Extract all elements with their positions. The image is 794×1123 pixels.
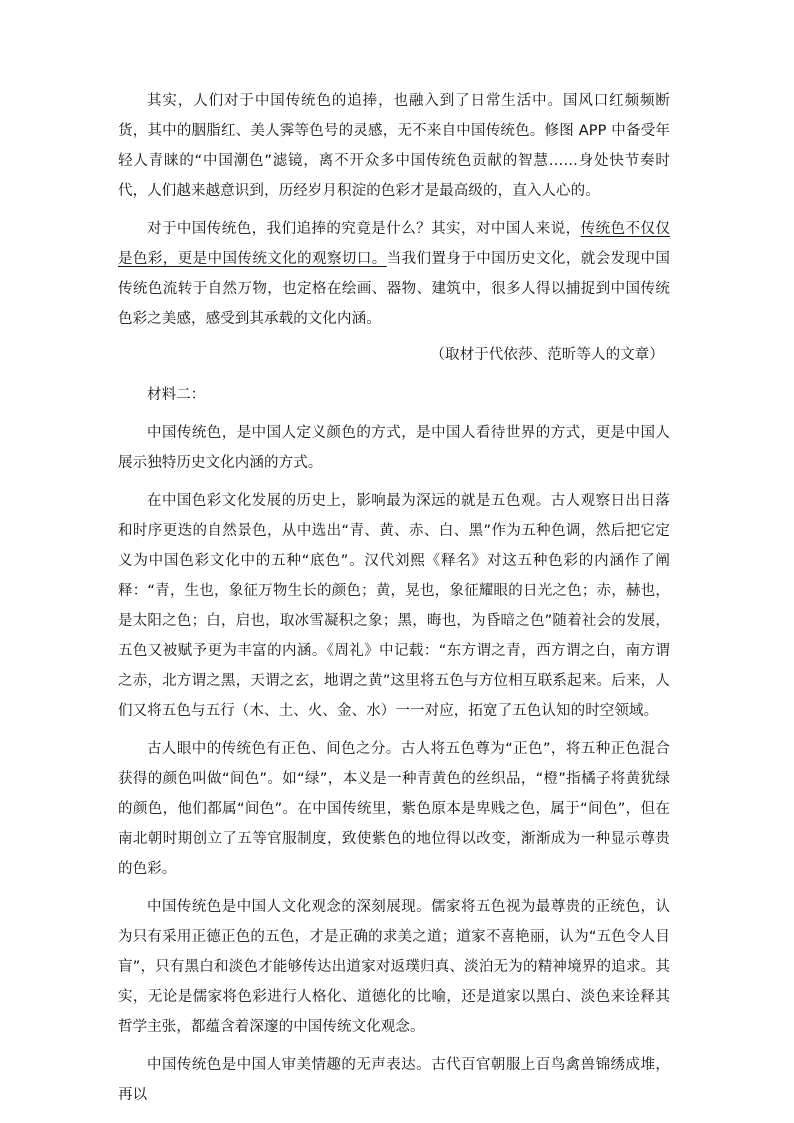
paragraph-3: 中国传统色，是中国人定义颜色的方式，是中国人看待世界的方式，更是中国人展示独特历史文化内涵的方式。: [118, 425, 670, 471]
paragraph-2-end: 当我们置身于中国历史文化，就会发现中国传统色流转于自然万物，也定格在绘画、器物、建筑中，很多人得以捕捉到中国传统色彩之美感，感受到其承载的文化内涵。: [118, 251, 670, 327]
paragraph-6: 中国传统色是中国人文化观念的深刻展现。儒家将五色视为最尊贵的正统色，认为只有采用正德正色的五色，才是正确的求美之道；道家不喜艳丽，认为“五色令人目盲”，只有黑白和淡色才能够传达出道家对返璞归真、淡泊无为的精神境界的追求。其实，无论是儒家将色彩进行人格化、道德化的比喻，还是道家以黑白、淡色来诠释其哲学主张，都蕴含着深邃的中国传统文化观念。: [118, 899, 670, 1035]
paragraph-1: 其实，人们对于中国传统色的追捧，也融入到了日常生活中。国风口红频频断货，其中的胭脂红、美人霁等色号的灵感，无不来自中国传统色。修图 APP 中备受年轻人青睐的“中国潮色”滤镜，离不开众多中国传统色贡献的智慧……身处快节奏时代，人们越来越意识到，历经岁月积淀的色彩才是最高级的，直入人心的。: [118, 93, 670, 199]
paragraph-2-start: 对于中国传统色，我们追捧的究竟是什么？其实，对中国人来说，: [147, 221, 581, 237]
source-citation: （取材于代依莎、范昕等人的文章）: [430, 347, 664, 363]
paragraph-2: [118, 214, 670, 334]
paragraph-4: 在中国色彩文化发展的历史上，影响最为深远的就是五色观。古人观察日出日落和时序更迭的自然景色，从中选出“青、黄、赤、白、黑”作为五种色调，然后把它定义为中国色彩文化中的五种“底色”。汉代刘熙《释名》对这五种色彩的内涵作了阐释：“青，生也，象征万物生长的颜色；黄，晃也，象征耀眼的日光之色；赤，赫也，是太阳之色；白，启也，取冰雪凝积之象；黑，晦也，为昏暗之色”随着社会的发展，五色又被赋予更为丰富的内涵。《周礼》中记载：“东方谓之青，西方谓之白，南方谓之赤，北方谓之黑，天谓之玄，地谓之黄”这里将五色与方位相互联系起来。后来，人们又将五色与五行（木、土、火、金、水）一一对应，拓宽了五色认知的时空领域。: [118, 493, 670, 719]
document-page: [118, 86, 670, 1110]
underlined-sentence: 传统色不仅仅是色彩，更是中国传统文化的观察切口。: [118, 221, 670, 267]
paragraph-7: 中国传统色是中国人审美情趣的无声表达。古代百官朝服上百鸟禽兽锦绣成堆，再以: [118, 1057, 670, 1103]
material-two-heading: 材料二：: [147, 387, 206, 403]
paragraph-5: 古人眼中的传统色有正色、间色之分。古人将五色尊为“正色”，将五种正色混合获得的颜色叫做“间色”。如“绿”，本义是一种青黄色的丝织品，“橙”指橘子将黄犹绿的颜色，他们都属“间色”。在中国传统里，紫色原本是卑贱之色，属于“间色”，但在南北朝时期创立了五等官服制度，致使紫色的地位得以改变，渐渐成为一种显示尊贵的色彩。: [118, 741, 670, 877]
